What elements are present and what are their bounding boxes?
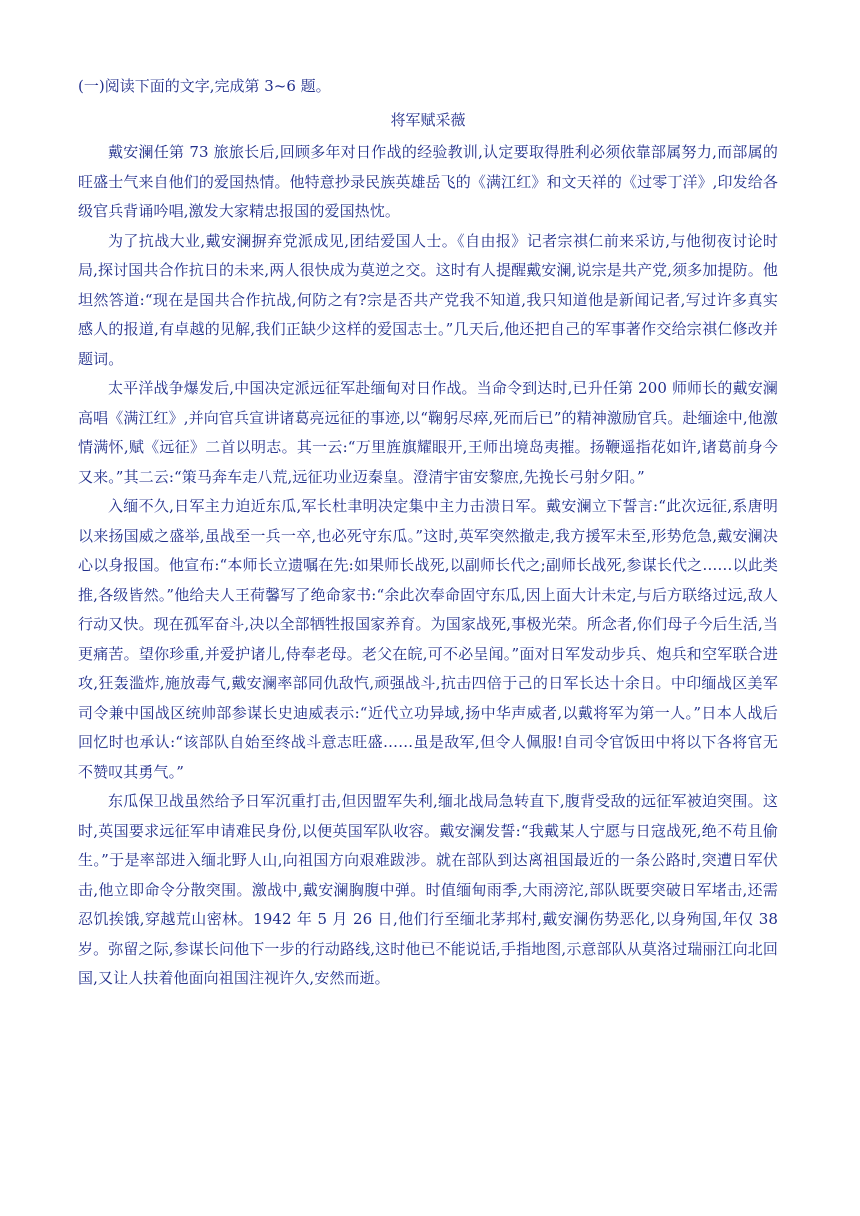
- paragraph-1: 戴安澜任第 73 旅旅长后,回顾多年对日作战的经验教训,认定要取得胜利必须依靠部属努力,而部属的旺盛士气来自他们的爱国热情。他特意抄录民族英雄岳飞的《满江红》和文天祥的《过零丁洋》,印发给各级官兵背诵吟唱,激发大家精忠报国的爱国热忱。: [78, 143, 778, 220]
- paragraph-3: 太平洋战争爆发后,中国决定派远征军赴缅甸对日作战。当命令到达时,已升任第 200 师师长的戴安澜高唱《满江红》,并向官兵宣讲诸葛亮远征的事迹,以“鞠躬尽瘁,死而后已”的精神激励官兵。赴缅途中,他激情满怀,赋《远征》二首以明志。其一云:“万里旌旗耀眼开,王师出境岛夷摧。扬鞭遥指花如许,诸葛前身今又来。”其二云:“策马奔车走八荒,远征功业迈秦皇。澄清宇宙安黎庶,先挽长弓射夕阳。”: [78, 379, 778, 486]
- article-title: 将军赋采薇: [390, 111, 466, 129]
- reading-instruction: (一)阅读下面的文字,完成第 3~6 题。: [78, 77, 331, 95]
- document-page: [78, 72, 778, 994]
- paragraph-5: 东瓜保卫战虽然给予日军沉重打击,但因盟军失利,缅北战局急转直下,腹背受敌的远征军被迫突围。这时,英国要求远征军申请难民身份,以便英国军队收容。戴安澜发誓:“我戴某人宁愿与日寇战死,绝不苟且偷生。”于是率部进入缅北野人山,向祖国方向艰难跋涉。就在部队到达离祖国最近的一条公路时,突遭日军伏击,他立即命令分散突围。激战中,戴安澜胸腹中弹。时值缅甸雨季,大雨滂沱,部队既要突破日军堵击,还需忍饥挨饿,穿越荒山密林。1942 年 5 月 26 日,他们行至缅北茅邦村,戴安澜伤势恶化,以身殉国,年仅 38 岁。弥留之际,参谋长问他下一步的行动路线,这时他已不能说话,手指地图,示意部队从莫洛过瑞丽江向北回国,又让人扶着他面向祖国注视许久,安然而逝。: [78, 792, 778, 987]
- paragraph-4: 入缅不久,日军主力迫近东瓜,军长杜聿明决定集中主力击溃日军。戴安澜立下誓言:“此次远征,系唐明以来扬国威之盛举,虽战至一兵一卒,也必死守东瓜。”这时,英军突然撤走,我方援军未至,形势危急,戴安澜决心以身报国。他宣布:“本师长立遗嘱在先:如果师长战死,以副师长代之;副师长战死,参谋长代之……以此类推,各级皆然。”他给夫人王荷馨写了绝命家书:“余此次奉命固守东瓜,因上面大计未定,与后方联络过远,敌人行动又快。现在孤军奋斗,决以全部牺牲报国家养育。为国家战死,事极光荣。所念者,你们母子今后生活,当更痛苦。望你珍重,并爱护诸儿,侍奉老母。老父在皖,可不必呈闻。”面对日军发动步兵、炮兵和空军联合进攻,狂轰滥炸,施放毒气,戴安澜率部同仇敌忾,顽强战斗,抗击四倍于己的日军长达十余日。中印缅战区美军司令兼中国战区统帅部参谋长史迪威表示:“近代立功异域,扬中华声威者,以戴将军为第一人。”日本人战后回忆时也承认:“该部队自始至终战斗意志旺盛……虽是敌军,但令人佩服!自司令官饭田中将以下各将官无不赞叹其勇气。”: [78, 497, 778, 781]
- paragraph-2: 为了抗战大业,戴安澜摒弃党派成见,团结爱国人士。《自由报》记者宗祺仁前来采访,与他彻夜讨论时局,探讨国共合作抗日的未来,两人很快成为莫逆之交。这时有人提醒戴安澜,说宗是共产党,须多加提防。他坦然答道:“现在是国共合作抗战,何防之有?宗是否共产党我不知道,我只知道他是新闻记者,写过许多真实感人的报道,有卓越的见解,我们正缺少这样的爱国志士。”几天后,他还把自己的军事著作交给宗祺仁修改并题词。: [78, 231, 778, 368]
